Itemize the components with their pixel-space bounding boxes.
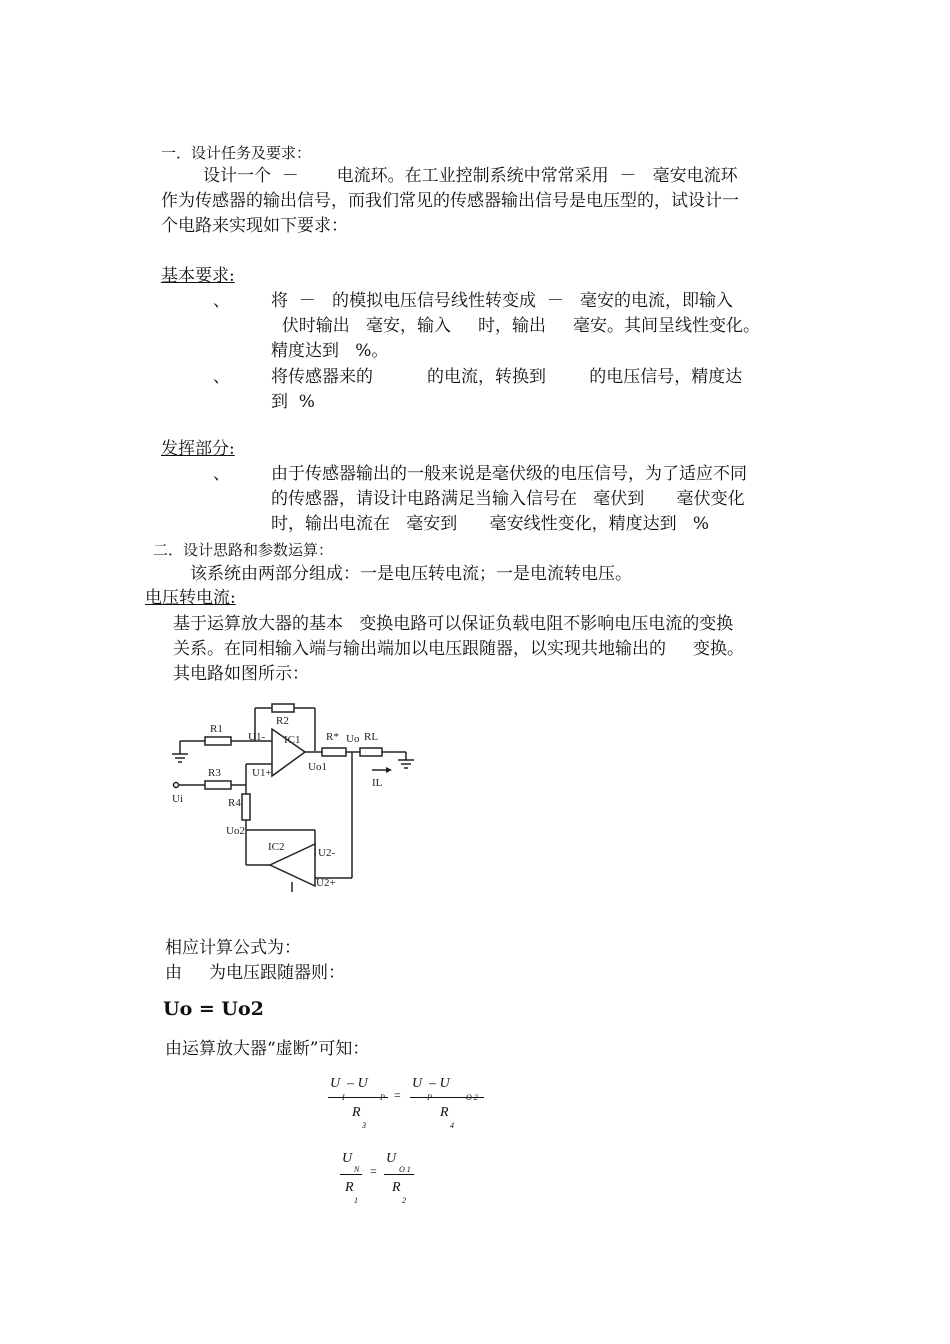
section1-intro-line1: 设计一个 － 电流环。在工业控制系统中常常采用 － 毫安电流环 xyxy=(203,166,738,186)
eq1-equals: = xyxy=(394,1088,401,1102)
eq2-left-numerator: U xyxy=(342,1151,353,1166)
eq1-right-den-sub: 4 xyxy=(450,1121,454,1130)
eq2-left-sub-n: N xyxy=(354,1165,360,1174)
label-u1-plus: U1+ xyxy=(252,767,272,779)
v-to-i-para-line2: 关系。在同相输入端与输出端加以电压跟随器，以实现共地输出的 变换。 xyxy=(173,639,745,659)
label-u1-minus: U1- xyxy=(248,731,266,743)
eq1-left-denominator: R xyxy=(352,1105,361,1120)
circuit-diagram xyxy=(160,696,430,896)
basic-requirements-title: 基本要求: xyxy=(161,266,235,286)
eq1-left-numerator: U – U xyxy=(330,1076,368,1091)
label-u2-minus: U2- xyxy=(318,847,336,859)
label-il: IL xyxy=(372,777,383,789)
extra-item1-line3: 时，输出电流在 毫安到 毫安线性变化，精度达到 % xyxy=(271,514,709,534)
extra-part-title: 发挥部分: xyxy=(161,439,235,459)
v-to-i-para-line3: 其电路如图所示： xyxy=(173,664,309,684)
eq2-right-sub-o1: O 1 xyxy=(399,1165,411,1174)
section2-intro: 该系统由两部分组成：一是电压转电流；一是电流转电压。 xyxy=(190,564,632,584)
section1-heading: 一．设计任务及要求： xyxy=(161,144,312,162)
basic-item1-line1: 将 － 的模拟电压信号线性转变成 － 毫安的电流，即输入 xyxy=(271,291,734,311)
eq2-equals: = xyxy=(370,1164,377,1178)
eq1-right-denominator: R xyxy=(440,1105,449,1120)
basic-item2-line2: 到 % xyxy=(271,392,315,412)
virtual-open-text: 由运算放大器“虚断”可知： xyxy=(165,1039,370,1059)
extra-item1-line2: 的传感器，请设计电路满足当输入信号在 毫伏到 毫伏变化 xyxy=(271,489,745,509)
extra-item1-line1: 由于传感器输出的一般来说是毫伏级的电压信号，为了适应不同 xyxy=(271,464,747,484)
label-ic1: IC1 xyxy=(284,734,301,746)
follower-text: 由 为电压跟随器则： xyxy=(165,963,346,983)
label-r2: R2 xyxy=(276,715,289,727)
section1-intro-line2: 作为传感器的输出信号，而我们常见的传感器输出信号是电压型的，试设计一 xyxy=(161,191,739,211)
label-uo1: Uo1 xyxy=(308,761,327,773)
basic-item1-mark: 、 xyxy=(213,291,230,311)
equation-uo-equals-uo2: Uo = Uo2 xyxy=(163,998,264,1020)
label-u2-plus: U2+ xyxy=(316,877,336,889)
basic-item2-mark: 、 xyxy=(213,367,230,387)
label-uo: Uo xyxy=(346,733,360,745)
eq2-left-denominator: R xyxy=(345,1180,354,1195)
v-to-i-title: 电压转电流: xyxy=(145,588,236,608)
basic-item1-line3: 精度达到 %。 xyxy=(271,341,389,361)
section2-heading: 二．设计思路和参数运算： xyxy=(153,541,334,559)
label-ui: Ui xyxy=(172,793,183,805)
label-r-star: R* xyxy=(326,731,339,743)
label-r4: R4 xyxy=(228,797,241,809)
section1-intro-line3: 个电路来实现如下要求： xyxy=(161,216,348,236)
eq2-right-numerator: U xyxy=(386,1151,397,1166)
eq2-left-den-sub: 1 xyxy=(354,1196,358,1205)
v-to-i-para-line1: 基于运算放大器的基本 变换电路可以保证负载电阻不影响电压电流的变换 xyxy=(173,614,734,634)
label-rl: RL xyxy=(364,731,379,743)
eq2-right-denominator: R xyxy=(392,1180,401,1195)
eq2-right-den-sub: 2 xyxy=(402,1196,406,1205)
extra-item1-mark: 、 xyxy=(213,464,230,484)
basic-item1-line2: 伏时输出 毫安，输入 时，输出 毫安。其间呈线性变化。 xyxy=(271,316,761,336)
basic-item2-line1: 将传感器来的 的电流，转换到 的电压信号，精度达 xyxy=(271,367,743,387)
label-uo2: Uo2 xyxy=(226,825,245,837)
formula-intro: 相应计算公式为： xyxy=(165,938,301,958)
label-r3: R3 xyxy=(208,767,221,779)
label-r1: R1 xyxy=(210,723,223,735)
eq1-right-numerator: U – U xyxy=(412,1076,450,1091)
eq1-left-den-sub: 3 xyxy=(362,1121,366,1130)
label-ic2: IC2 xyxy=(268,841,285,853)
